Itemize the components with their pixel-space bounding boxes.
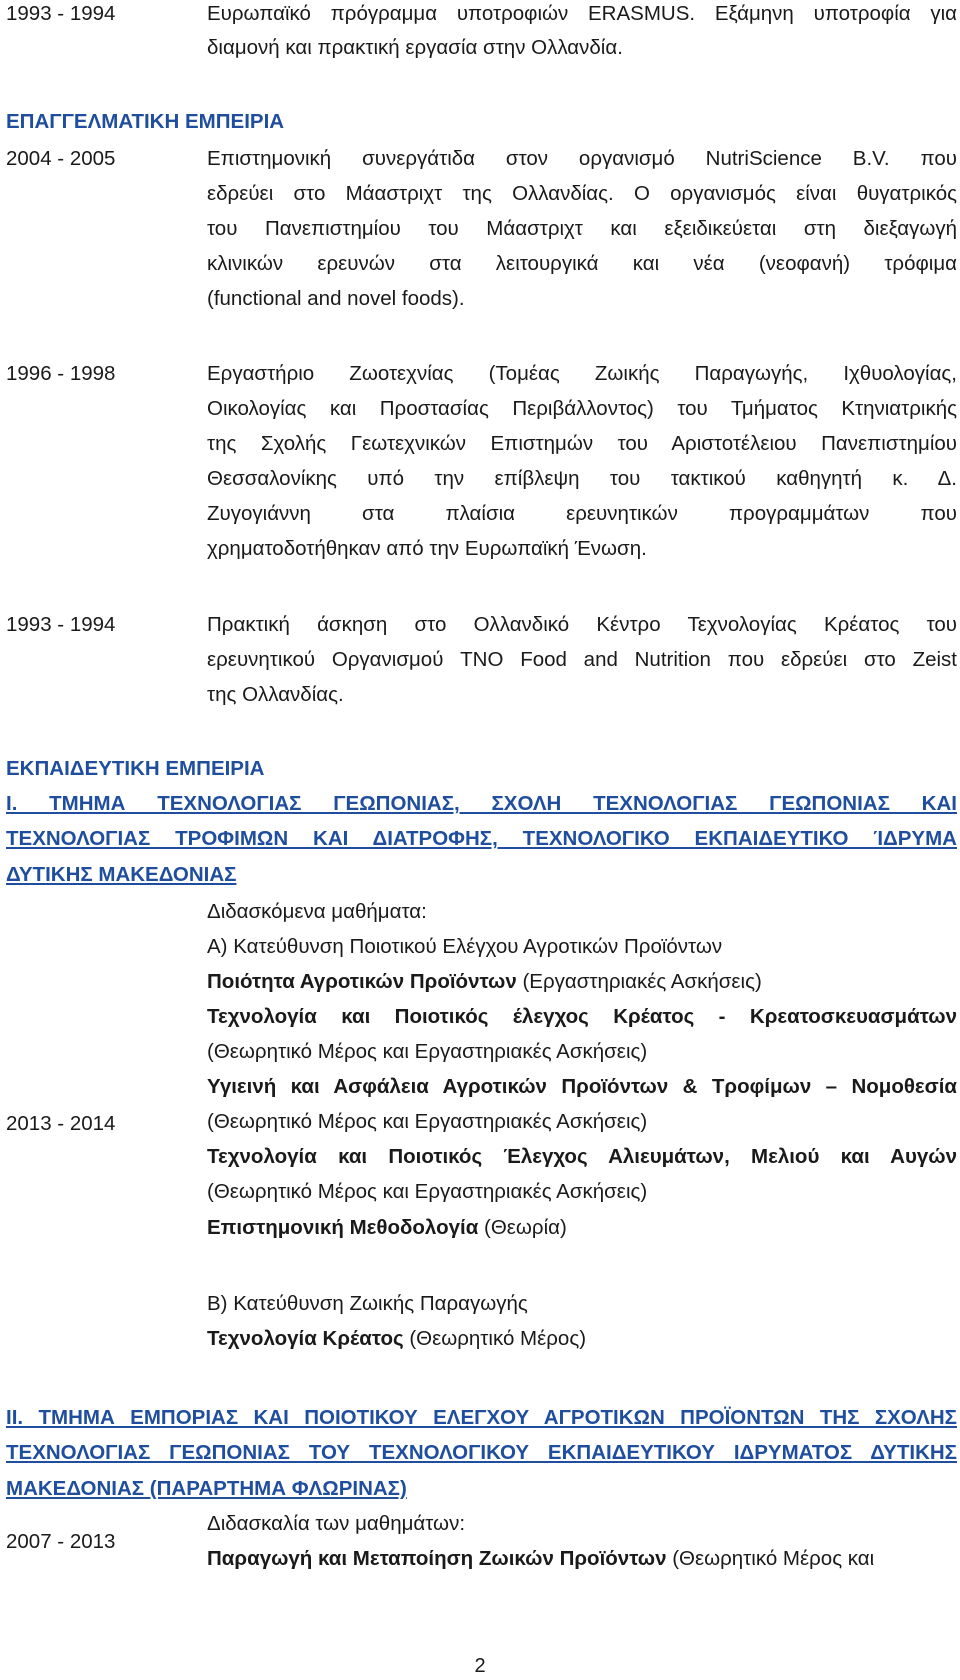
entry-text-line: Οικολογίας και Προστασίας Περιβάλλοντος) του Τμήματος Κτηνιατρικής bbox=[207, 397, 957, 420]
course-type: (Θεωρητικό Μέρος και Εργαστηριακές Ασκήσεις) bbox=[207, 1110, 648, 1133]
course-line bbox=[207, 968, 957, 996]
course-type: (Εργαστηριακές Ασκήσεις) bbox=[516, 970, 762, 993]
entry-text-line: Εργαστήριο Ζωοτεχνίας (Τομέας Ζωικής Παραγωγής, Ιχθυολογίας, bbox=[207, 362, 957, 385]
course-type: (Θεωρητικό Μέρος) bbox=[403, 1327, 587, 1350]
institution-title-line: ΤΕΧΝΟΛΟΓΙΑΣ ΤΡΟΦΙΜΩΝ ΚΑΙ ΔΙΑΤΡΟΦΗΣ, ΤΕΧΝΟΛΟΓΙΚΟ ΕΚΠΑΙΔΕΥΤΙΚΟ ΊΔΡΥΜΑ bbox=[6, 827, 957, 851]
entry-date: 2007 - 2013 bbox=[6, 1530, 116, 1553]
institution-title-1 bbox=[6, 786, 957, 892]
direction-a: Α) Κατεύθυνση Ποιοτικού Ελέγχου Αγροτικών Προϊόντων bbox=[207, 935, 723, 958]
institution-title-line: Ι. ΤΜΗΜΑ ΤΕΧΝΟΛΟΓΙΑΣ ΓΕΩΠΟΝΙΑΣ, ΣΧΟΛΗ ΤΕΧΝΟΛΟΓΙΑΣ ΓΕΩΠΟΝΙΑΣ ΚΑΙ bbox=[6, 792, 957, 815]
entry-date: 1996 - 1998 bbox=[6, 362, 116, 385]
entry-text-line: Θεσσαλονίκης υπό την επίβλεψη του τακτικού καθηγητή κ. Δ. bbox=[207, 467, 957, 490]
entry-date: 1993 - 1994 bbox=[6, 613, 116, 636]
entry-text-line: Ευρωπαϊκό πρόγραμμα υποτροφιών ERASMUS. Εξάμηνη υποτροφία για bbox=[207, 2, 957, 25]
course-name: Τεχνολογία Κρέατος bbox=[207, 1327, 404, 1350]
institution-title-line: ΔΥΤΙΚΗΣ ΜΑΚΕΔΟΝΙΑΣ bbox=[6, 862, 237, 886]
entry-text-line: του Πανεπιστημίου του Μάαστριχτ και εξειδικεύεται στη διεξαγωγή bbox=[207, 217, 957, 240]
section-heading-professional: ΕΠΑΓΓΕΛΜΑΤΙΚΗ ΕΜΠΕΙΡΙΑ bbox=[6, 110, 285, 133]
course-type: (Θεωρητικό Μέρος και Εργαστηριακές Ασκήσεις) bbox=[207, 1040, 648, 1063]
entry-text-line: Επιστημονική συνεργάτιδα στον οργανισμό NutriScience B.V. που bbox=[207, 147, 957, 170]
course-line bbox=[207, 1108, 957, 1136]
entry-text-line: της Ολλανδίας. bbox=[207, 683, 344, 706]
course-type: (Θεωρία) bbox=[478, 1216, 567, 1239]
entry-text-line: της Σχολής Γεωτεχνικών Επιστημών του Αριστοτέλειου Πανεπιστημίου bbox=[207, 432, 957, 455]
course-line bbox=[207, 1178, 957, 1206]
course-name: Παραγωγή και Μεταποίηση Ζωικών Προϊόντων bbox=[207, 1547, 667, 1570]
institution-title-line: ΙΙ. ΤΜΗΜΑ ΕΜΠΟΡΙΑΣ ΚΑΙ ΠΟΙΟΤΙΚΟΥ ΕΛΕΓΧΟΥ ΑΓΡΟΤΙΚΩΝ ΠΡΟΪΟΝΤΩΝ ΤΗΣ ΣΧΟΛΗΣ bbox=[6, 1406, 957, 1429]
entry-date: 2004 - 2005 bbox=[6, 147, 116, 170]
institution-title-2 bbox=[6, 1400, 957, 1506]
entry-date: 2013 - 2014 bbox=[6, 1112, 116, 1135]
course-name: Τεχνολογία και Ποιοτικός Έλεγχος Αλιευμάτων, Μελιού και Αυγών bbox=[207, 1145, 957, 1168]
course-type: (Θεωρητικό Μέρος και bbox=[666, 1547, 875, 1570]
course-type: (Θεωρητικό Μέρος και Εργαστηριακές Ασκήσεις) bbox=[207, 1180, 648, 1203]
course-name: Υγιεινή και Ασφάλεια Αγροτικών Προϊόντων & Τροφίμων – Νομοθεσία bbox=[207, 1075, 957, 1098]
section-heading-teaching: ΕΚΠΑΙΔΕΥΤΙΚΗ ΕΜΠΕΙΡΙΑ bbox=[6, 757, 265, 780]
course-line bbox=[207, 1325, 957, 1353]
course-name: Επιστημονική Μεθοδολογία bbox=[207, 1216, 479, 1239]
page-number: 2 bbox=[474, 1655, 486, 1677]
course-line bbox=[207, 1214, 957, 1242]
course-line bbox=[207, 1545, 957, 1573]
entry-text-line: Ζυγογιάννη στα πλαίσια ερευνητικών προγραμμάτων που bbox=[207, 502, 957, 525]
course-line bbox=[207, 1038, 957, 1066]
course-line bbox=[207, 1073, 957, 1101]
institution-title-line: ΜΑΚΕΔΟΝΙΑΣ (ΠΑΡΑΡΤΗΜΑ ΦΛΩΡΙΝΑΣ) bbox=[6, 1476, 407, 1500]
entry-text-line: χρηματοδοτήθηκαν από την Ευρωπαϊκή Ένωση. bbox=[207, 537, 647, 560]
entry-text-line: Πρακτική άσκηση στο Ολλανδικό Κέντρο Τεχνολογίας Κρέατος του bbox=[207, 613, 957, 636]
course-name: Τεχνολογία και Ποιοτικός έλεγχος Κρέατος - Κρεατοσκευασμάτων bbox=[207, 1005, 957, 1028]
entry-text-line: κλινικών ερευνών στα λειτουργικά και νέα (νεοφανή) τρόφιμα bbox=[207, 252, 957, 275]
course-line bbox=[207, 1003, 957, 1031]
entry-text-line: (functional and novel foods). bbox=[207, 287, 465, 310]
entry-text-line: ερευνητικού Οργανισμού TNO Food and Nutrition που εδρεύει στο Zeist bbox=[207, 648, 957, 671]
courses-intro: Διδασκόμενα μαθήματα: bbox=[207, 900, 427, 923]
course-name: Ποιότητα Αγροτικών Προϊόντων bbox=[207, 970, 517, 993]
entry-text-line: εδρεύει στο Μάαστριχτ της Ολλανδίας. Ο οργανισμός είναι θυγατρικός bbox=[207, 182, 957, 205]
entry-text-line: διαμονή και πρακτική εργασία στην Ολλανδία. bbox=[207, 36, 623, 59]
courses-intro: Διδασκαλία των μαθημάτων: bbox=[207, 1512, 466, 1535]
direction-b: Β) Κατεύθυνση Ζωικής Παραγωγής bbox=[207, 1292, 528, 1315]
entry-date: 1993 - 1994 bbox=[6, 2, 116, 25]
institution-title-line: ΤΕΧΝΟΛΟΓΙΑΣ ΓΕΩΠΟΝΙΑΣ ΤΟΥ ΤΕΧΝΟΛΟΓΙΚΟΥ ΕΚΠΑΙΔΕΥΤΙΚΟΥ ΙΔΡΥΜΑΤΟΣ ΔΥΤΙΚΗΣ bbox=[6, 1441, 957, 1465]
course-line bbox=[207, 1143, 957, 1171]
